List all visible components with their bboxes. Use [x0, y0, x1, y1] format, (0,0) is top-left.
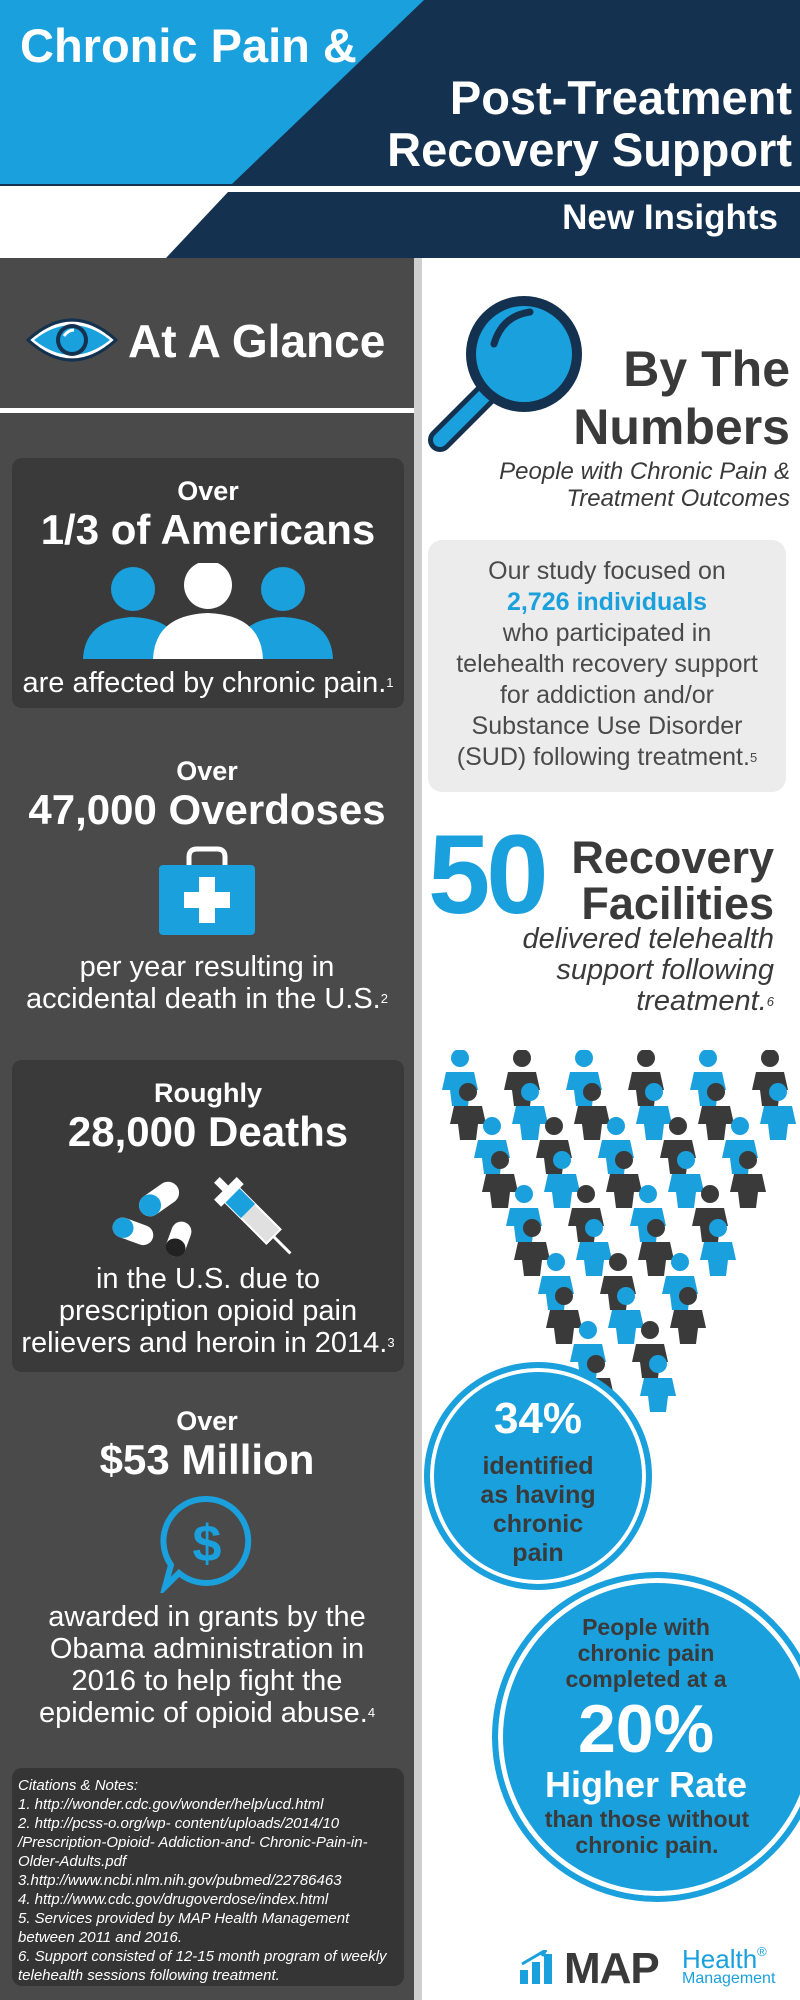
chronic-pain-circle	[424, 1362, 652, 1590]
stat-desc: are affected by chronic pain.$^1$	[22, 667, 394, 699]
stat-headline: $53 Million	[99, 1436, 315, 1483]
completion-rate: Higher Rate	[544, 1764, 748, 1805]
study-box: Our study focused on 2,726 individuals who participated in telehealth recovery support for addiction and/or Substance Use Disorder (SUD) following treatment.$^5$	[428, 540, 786, 792]
study-highlight: 2,726 individuals	[506, 588, 708, 616]
stat-grants	[0, 1406, 414, 1729]
citation-item: 5. Services provided by MAP Health Management between 2011 and 2016.	[18, 1910, 350, 1946]
stat-card-deaths	[12, 1060, 404, 1372]
citation-item: 4. http://www.cdc.gov/drugoverdose/index.html	[18, 1891, 329, 1908]
column-divider	[414, 258, 422, 2000]
stat-desc: in the U.S. due to prescription opioid pain relievers and heroin in 2014.$^3$	[21, 1263, 395, 1359]
pills-syringe-icon	[108, 1161, 308, 1261]
stat-headline: 1/3 of Americans	[40, 506, 376, 553]
citation-item: 3.http://www.ncbi.nlm.nih.gov/pubmed/22786463	[18, 1872, 342, 1889]
logo-management: Management	[682, 1970, 776, 1987]
stat-overdoses	[0, 756, 414, 1015]
stat-lead: Over	[176, 1406, 238, 1436]
heading-rule	[0, 408, 414, 413]
stat-lead: Over	[177, 476, 239, 506]
stat-card-americans	[12, 458, 404, 708]
numbers-subtitle: People with Chronic Pain & Treatment Outcomes	[499, 458, 790, 512]
facilities-count: 50	[428, 812, 545, 937]
logo-bars-icon	[520, 1950, 560, 1984]
subtitle: New Insights	[562, 198, 778, 237]
facilities-label-line1: Recovery	[571, 832, 774, 883]
at-a-glance-heading	[0, 258, 414, 408]
facilities-desc: delivered telehealth support following treatment.$^6$	[522, 923, 774, 1017]
ref-marker: 4	[367, 1705, 376, 1720]
logo-brand: MAP	[564, 1944, 659, 1993]
numbers-title-line2: Numbers	[573, 399, 790, 455]
numbers-title-line1: By The	[623, 341, 790, 397]
logo-health: Health®	[682, 1944, 767, 1974]
stat-lead: Over	[176, 756, 238, 786]
stat-headline: 28,000 Deaths	[67, 1108, 349, 1155]
ref-marker: 5	[749, 750, 758, 765]
citations-box	[12, 1768, 404, 1986]
ref-marker: 2	[380, 991, 388, 1006]
citations-heading: Citations & Notes:	[18, 1777, 139, 1794]
first-aid-kit-icon	[157, 845, 257, 937]
stat-desc: per year resulting in accidental death in the U.S.$^2$	[26, 951, 388, 1015]
title-line-2a: Post-Treatment	[449, 71, 792, 124]
stat-lead: Roughly	[154, 1078, 262, 1108]
title-line-2	[387, 72, 792, 176]
ref-marker: 1	[386, 675, 394, 690]
magnifying-glass-icon	[424, 286, 594, 456]
completion-bottom-text: than those without chronic pain.	[544, 1806, 750, 1858]
title-line-1: Chronic Pain &	[20, 19, 357, 72]
facilities-label-line2: Facilities	[581, 878, 774, 929]
citation-item: 2. http://pcss-o.org/wp- content/uploads/2014/10 /Prescription-Opioid- Addiction-and- Chronic-Pain-in-Older-Adults.pdf	[18, 1815, 368, 1870]
citation-item: 1. http://wonder.cdc.gov/wonder/help/ucd.html	[18, 1796, 324, 1813]
logo-trademark: ®	[757, 1944, 767, 1959]
citation-item: 6. Support consisted of 12-15 month program of weekly telehealth sessions following treatment.	[18, 1948, 387, 1984]
at-a-glance-label: At A Glance	[128, 315, 386, 367]
stat-headline: 47,000 Overdoses	[28, 786, 386, 833]
header	[0, 0, 800, 258]
eye-icon	[24, 310, 120, 370]
chronic-pain-text: identified as having chronic pain	[480, 1452, 596, 1567]
title-line-2b: Recovery Support	[387, 123, 792, 176]
completion-circle	[492, 1572, 800, 1902]
completion-percent: 20%	[577, 1691, 715, 1767]
people-icon	[73, 563, 343, 659]
chronic-pain-percent: 34%	[493, 1394, 583, 1443]
dollar-bubble-icon	[157, 1493, 257, 1593]
completion-top-text: People with chronic pain completed at a	[565, 1614, 727, 1692]
svg-text:$: $	[192, 1515, 222, 1573]
ref-marker: 6	[766, 994, 774, 1009]
stat-desc: awarded in grants by the Obama administration in 2016 to help fight the epidemic of opioid abuse.$^4$	[38, 1601, 376, 1729]
ref-marker: 3	[387, 1335, 395, 1350]
